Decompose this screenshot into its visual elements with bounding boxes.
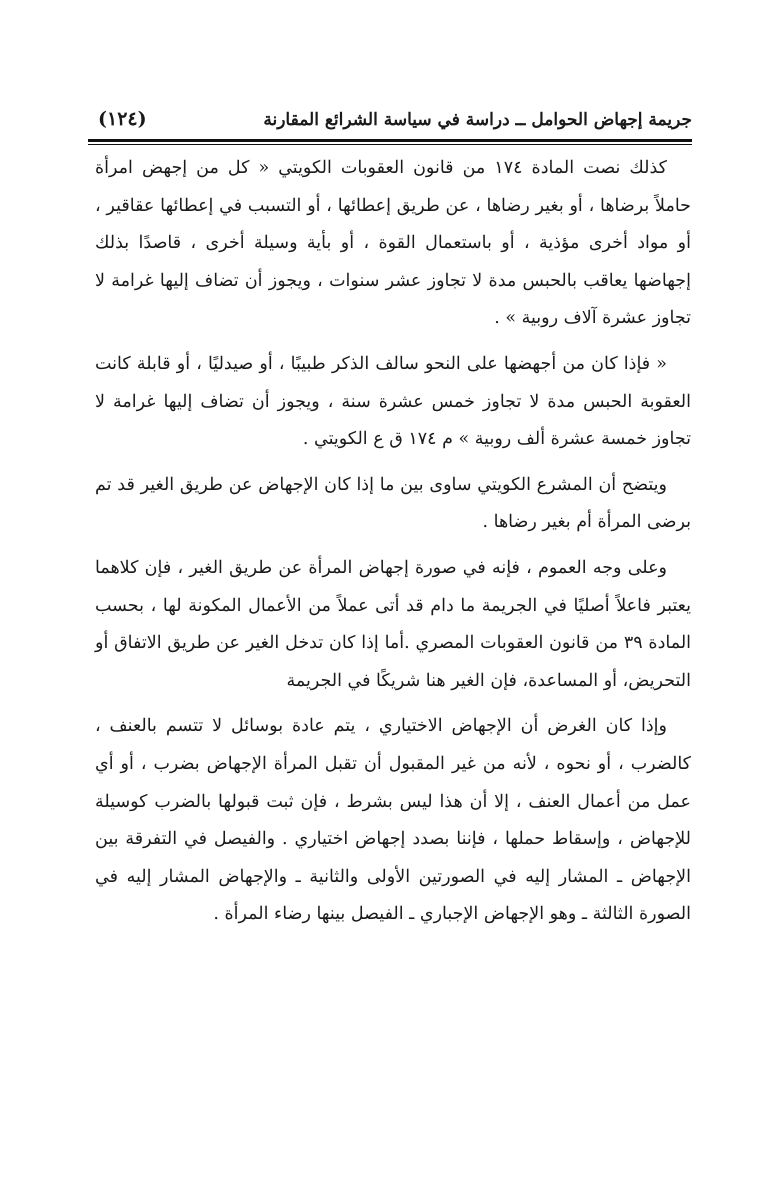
paragraph-1: كذلك نصت المادة ١٧٤ من قانون العقوبات الكويتي « كل من إجهض امرأة حاملاً برضاها ، أو بغير رضاها ، عن طريق إعطائها ، أو التسبب في إعطائها عقاقير ، أو مواد أخرى مؤذية ، أو باستعمال القوة ، أو بأية وسيلة أخرى ، قاصدًا بذلك إجهاضها يعاقب بالحبس مدة لا تجاوز عشر سنوات ، ويجوز أن تضاف إليها غرامة لا تجاوز عشرة آلاف روبية » . bbox=[95, 158, 691, 329]
paragraph-3: ويتضح أن المشرع الكويتي ساوى بين ما إذا كان الإجهاض عن طريق الغير قد تم برضى المرأة أم بغير رضاها . bbox=[95, 474, 691, 533]
paragraph-4: وعلى وجه العموم ، فإنه في صورة إجهاض المرأة عن طريق الغير ، فإن كلاهما يعتبر فاعلاً أصليًا في الجريمة ما دام قد أتى عملاً من الأعمال المكونة لها ، بحسب المادة ٣٩ من قانون العقوبات المصري .أما إذا كان تدخل الغير عن طريق الاتفاق أو التحريض، أو المساعدة، فإن الغير هنا شريكًا في الجريمة bbox=[95, 557, 692, 691]
page-number: (١٢٤) bbox=[98, 108, 147, 130]
running-title: جريمة إجهاض الحوامل ــ دراسة في سياسة الشرائع المقارنة bbox=[263, 110, 692, 130]
page-header bbox=[88, 108, 692, 138]
body-text bbox=[95, 150, 691, 942]
paragraph-2: « فإذا كان من أجهضها على النحو سالف الذكر طبيبًا ، أو صيدليًا ، أو قابلة كانت العقوبة الحبس مدة لا تجاوز خمس عشرة سنة ، ويجوز أن تضاف إليها غرامة لا تجاوز خمسة عشرة ألف روبية » م ١٧٤ ق ع الكويتي . bbox=[95, 353, 691, 450]
header-rule bbox=[88, 139, 692, 145]
paragraph-5: وإذا كان الغرض أن الإجهاض الاختياري ، يتم عادة بوسائل لا تتسم بالعنف ، كالضرب ، أو نحوه ، لأنه من غير المقبول أن تقبل المرأة الإجهاض بضرب ، أو أي عمل من أعمال العنف ، إلا أن هذا ليس بشرط ، فإن ثبت قبولها بالضرب كوسيلة للإجهاض ، وإسقاط حملها ، فإننا بصدد إجهاض اختياري . والفيصل في التفرقة بين الإجهاض ـ المشار إليه في الصورتين الأولى والثانية ـ والإجهاض المشار إليه في الصورة الثالثة ـ وهو الإجهاض الإجباري ـ الفيصل بينها رضاء المرأة . bbox=[95, 716, 691, 925]
